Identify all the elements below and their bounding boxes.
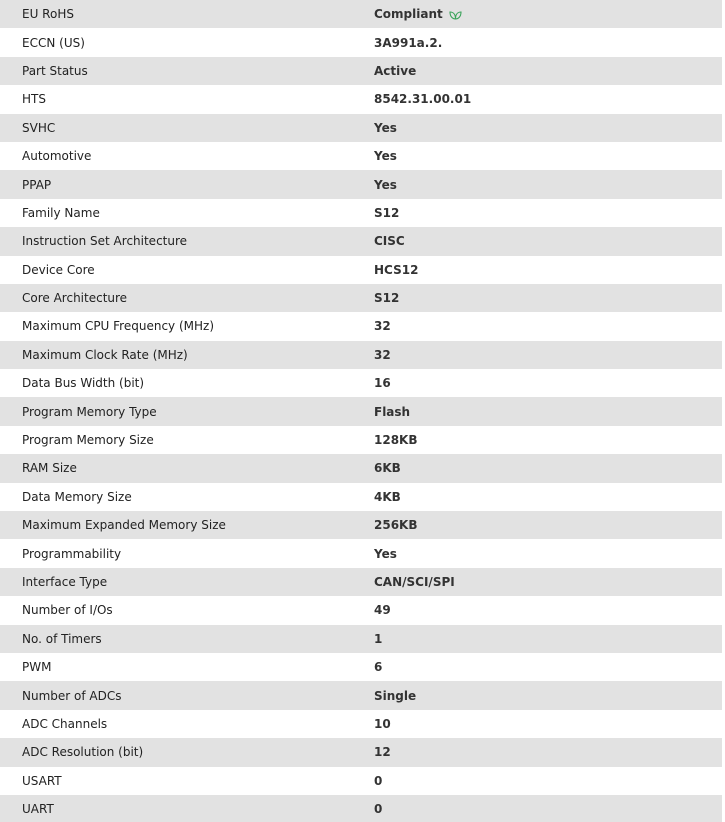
table-row (0, 256, 722, 284)
spec-value-cell (352, 312, 722, 340)
spec-value: 1 (374, 631, 383, 646)
spec-value-cell (352, 539, 722, 567)
spec-name: No. of Timers (22, 631, 102, 646)
table-row (0, 767, 722, 795)
spec-name: ADC Channels (22, 716, 108, 731)
spec-value-cell (352, 57, 722, 85)
spec-value: CISC (374, 234, 405, 249)
table-row (0, 596, 722, 624)
table-row (0, 341, 722, 369)
spec-value-cell (352, 284, 722, 312)
spec-value: Compliant (374, 7, 443, 22)
spec-value: 8542.31.00.01 (374, 92, 472, 107)
spec-name: Data Bus Width (bit) (22, 376, 145, 391)
table-row (0, 511, 722, 539)
table-row (0, 312, 722, 340)
spec-name: Device Core (22, 262, 95, 277)
spec-value: 128KB (374, 433, 418, 448)
spec-value-cell (352, 256, 722, 284)
spec-value-cell (352, 397, 722, 425)
spec-value: 32 (374, 319, 391, 334)
spec-name: USART (22, 773, 62, 788)
spec-value-cell (352, 170, 722, 198)
table-row (0, 170, 722, 198)
spec-value-cell (352, 738, 722, 766)
table-row (0, 426, 722, 454)
spec-value: Active (374, 63, 417, 78)
spec-value: CAN/SCI/SPI (374, 575, 455, 589)
table-row (0, 142, 722, 170)
spec-name: Programmability (22, 546, 122, 561)
table-row (0, 57, 722, 85)
spec-name: ECCN (US) (22, 35, 85, 50)
spec-name: Part Status (22, 63, 88, 78)
table-row (0, 284, 722, 312)
table-row (0, 681, 722, 709)
spec-value-cell (352, 454, 722, 482)
spec-value: Yes (374, 149, 397, 164)
spec-name: ADC Resolution (bit) (22, 745, 144, 760)
spec-value: 0 (374, 802, 383, 817)
spec-name: PPAP (22, 177, 52, 192)
spec-name: Instruction Set Architecture (22, 234, 188, 249)
spec-value-cell (352, 568, 722, 596)
table-row (0, 397, 722, 425)
spec-name: Program Memory Size (22, 433, 154, 448)
spec-name: SVHC (22, 120, 56, 135)
spec-value: HCS12 (374, 262, 419, 277)
table-row (0, 369, 722, 397)
spec-name: Maximum Clock Rate (MHz) (22, 347, 188, 362)
spec-name: Number of ADCs (22, 688, 122, 703)
table-row (0, 0, 722, 28)
spec-value: Single (374, 688, 417, 703)
spec-name: Program Memory Type (22, 404, 157, 419)
spec-value-cell (352, 511, 722, 539)
spec-value: 16 (374, 376, 391, 391)
table-row (0, 568, 722, 596)
spec-value-cell (352, 625, 722, 653)
spec-value-cell (352, 0, 722, 28)
spec-name: Maximum Expanded Memory Size (22, 518, 226, 533)
spec-value-cell (352, 28, 722, 56)
spec-value: 4KB (374, 489, 401, 504)
table-row (0, 227, 722, 255)
spec-name: Data Memory Size (22, 489, 132, 504)
spec-value-cell (352, 596, 722, 624)
table-row (0, 653, 722, 681)
spec-name: PWM (22, 660, 52, 675)
spec-name: HTS (22, 92, 46, 107)
table-row (0, 28, 722, 56)
table-row (0, 114, 722, 142)
spec-value: S12 (374, 291, 400, 306)
spec-value-cell (352, 227, 722, 255)
spec-value: 3A991a.2. (374, 35, 443, 50)
spec-value-cell (352, 114, 722, 142)
spec-value-cell (352, 795, 722, 822)
spec-value-cell (352, 483, 722, 511)
spec-value-cell (352, 199, 722, 227)
spec-name: Maximum CPU Frequency (MHz) (22, 319, 214, 334)
spec-value: Yes (374, 177, 397, 192)
spec-name: Family Name (22, 205, 100, 220)
table-row (0, 738, 722, 766)
spec-value-cell (352, 341, 722, 369)
spec-value: 32 (374, 347, 391, 362)
spec-value-cell (352, 681, 722, 709)
spec-value-cell (352, 142, 722, 170)
spec-value-cell (352, 426, 722, 454)
spec-value: 49 (374, 603, 391, 618)
table-row (0, 199, 722, 227)
spec-value: Yes (374, 120, 397, 135)
spec-value: 6 (374, 660, 383, 675)
spec-name: UART (22, 802, 54, 817)
spec-name: Interface Type (22, 575, 108, 589)
spec-value: Yes (374, 546, 397, 561)
spec-value-cell (352, 767, 722, 795)
table-row (0, 710, 722, 738)
spec-value: 0 (374, 773, 383, 788)
table-row (0, 454, 722, 482)
spec-value: 256KB (374, 518, 418, 533)
spec-value: Flash (374, 404, 411, 419)
table-row (0, 625, 722, 653)
table-row (0, 483, 722, 511)
spec-name: Automotive (22, 149, 92, 164)
spec-value-cell (352, 85, 722, 113)
table-row (0, 795, 722, 822)
spec-value-cell (352, 653, 722, 681)
spec-value-cell (352, 710, 722, 738)
spec-name: Core Architecture (22, 291, 128, 306)
spec-value-cell (352, 369, 722, 397)
table-row (0, 85, 722, 113)
spec-value: 12 (374, 745, 391, 760)
spec-value: 6KB (374, 461, 401, 476)
spec-name: Number of I/Os (22, 603, 113, 618)
spec-value: S12 (374, 205, 400, 220)
spec-name: EU RoHS (22, 7, 74, 22)
spec-value: 10 (374, 716, 391, 731)
table-row (0, 539, 722, 567)
leaf-icon (449, 10, 462, 20)
spec-name: RAM Size (22, 461, 77, 476)
